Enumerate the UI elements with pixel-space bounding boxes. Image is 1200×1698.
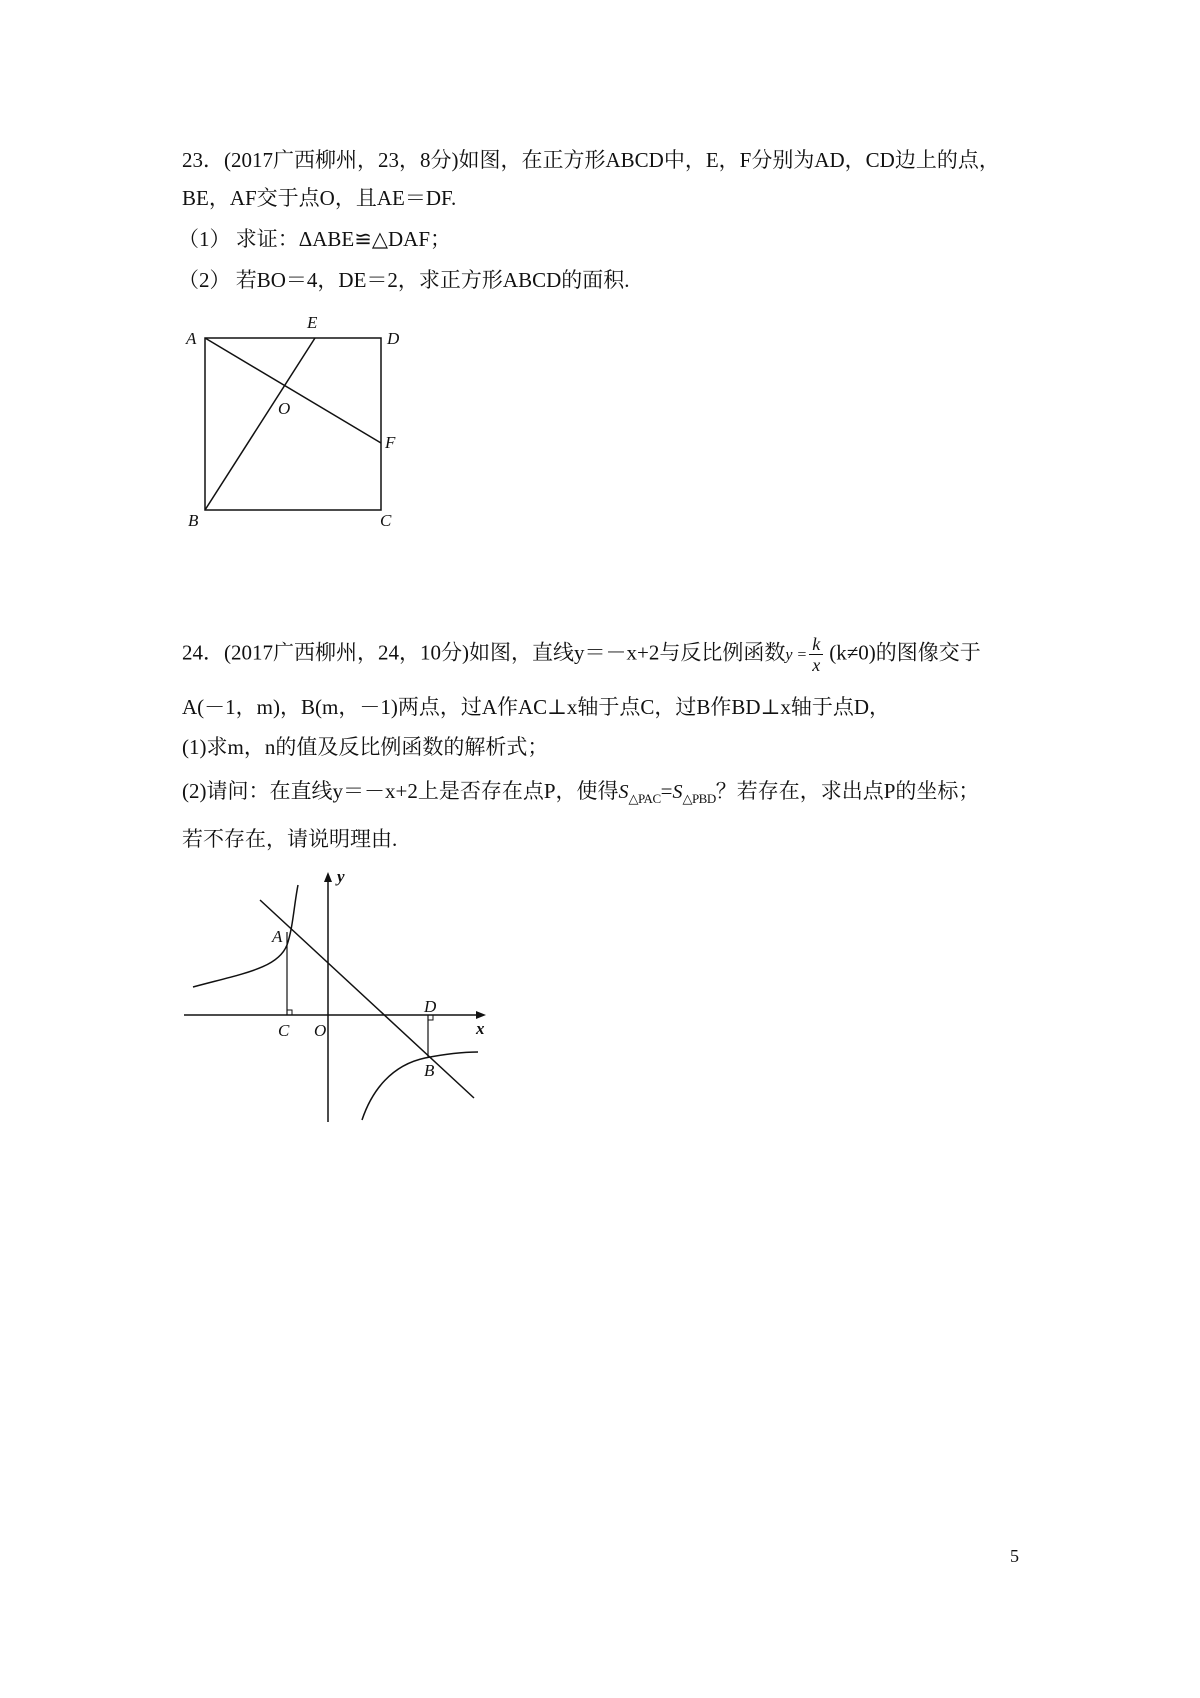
- subscript-pbd: △PBD: [682, 791, 716, 806]
- label-e: E: [307, 313, 318, 332]
- label-point-a: A: [272, 927, 283, 946]
- label-a: A: [186, 329, 197, 348]
- label-y-axis: y: [337, 867, 345, 886]
- label-point-b: B: [424, 1061, 435, 1080]
- q23-line-2: BE，AF交于点O，且AE＝DF.: [182, 186, 457, 210]
- label-d: D: [387, 329, 400, 348]
- label-point-c: C: [278, 1021, 290, 1040]
- label-point-d: D: [424, 997, 437, 1016]
- label-x-axis: x: [476, 1019, 485, 1038]
- label-c: C: [380, 511, 392, 530]
- q24-line-3: (1)求m，n的值及反比例函数的解析式；: [182, 735, 549, 759]
- y-axis-arrow: [324, 872, 332, 882]
- q24-line-4-end: ？若存在，求出点P的坐标；: [715, 779, 980, 803]
- label-f: F: [385, 433, 396, 452]
- q23-part-2: （2） 若BO＝4，DE＝2，求正方形ABCD的面积.: [178, 268, 630, 292]
- page-number: 5: [1010, 1546, 1019, 1566]
- line-y-equals-neg-x-plus-2: [260, 900, 474, 1098]
- label-b: B: [188, 511, 199, 530]
- fraction-denominator: x: [812, 655, 821, 675]
- fraction-numerator: k: [809, 634, 823, 655]
- q23-part-1: （1） 求证：ΔABE≌△DAF；: [178, 227, 452, 251]
- area-symbol-2: S: [672, 781, 683, 803]
- q23-line-1: 23．(2017广西柳州，23，8分)如图，在正方形ABCD中，E，F分别为AD，CD边上的点，: [182, 148, 1000, 172]
- label-origin-o: O: [314, 1021, 327, 1040]
- q24-line-4-start: (2)请问：在直线y＝－x+2上是否存在点P，使得: [182, 779, 619, 803]
- subscript-pac: △PAC: [628, 791, 661, 806]
- equals-sign: =: [660, 779, 673, 803]
- q24-line-1-start: 24．(2017广西柳州，24，10分)如图，直线y＝－x+2与反比例函数: [182, 640, 786, 665]
- q24-line-2: A(－1，m)，B(m，－1)两点，过A作AC⊥x轴于点C，过B作BD⊥x轴于点D，: [182, 695, 890, 719]
- x-axis-arrow: [476, 1011, 486, 1019]
- area-symbol-1: S: [618, 781, 629, 803]
- equation-lhs: y =: [785, 646, 808, 664]
- q24-line-1-end: (k≠0)的图像交于: [829, 640, 981, 665]
- q24-line-5: 若不存在，请说明理由.: [182, 827, 398, 851]
- label-o: O: [278, 399, 291, 418]
